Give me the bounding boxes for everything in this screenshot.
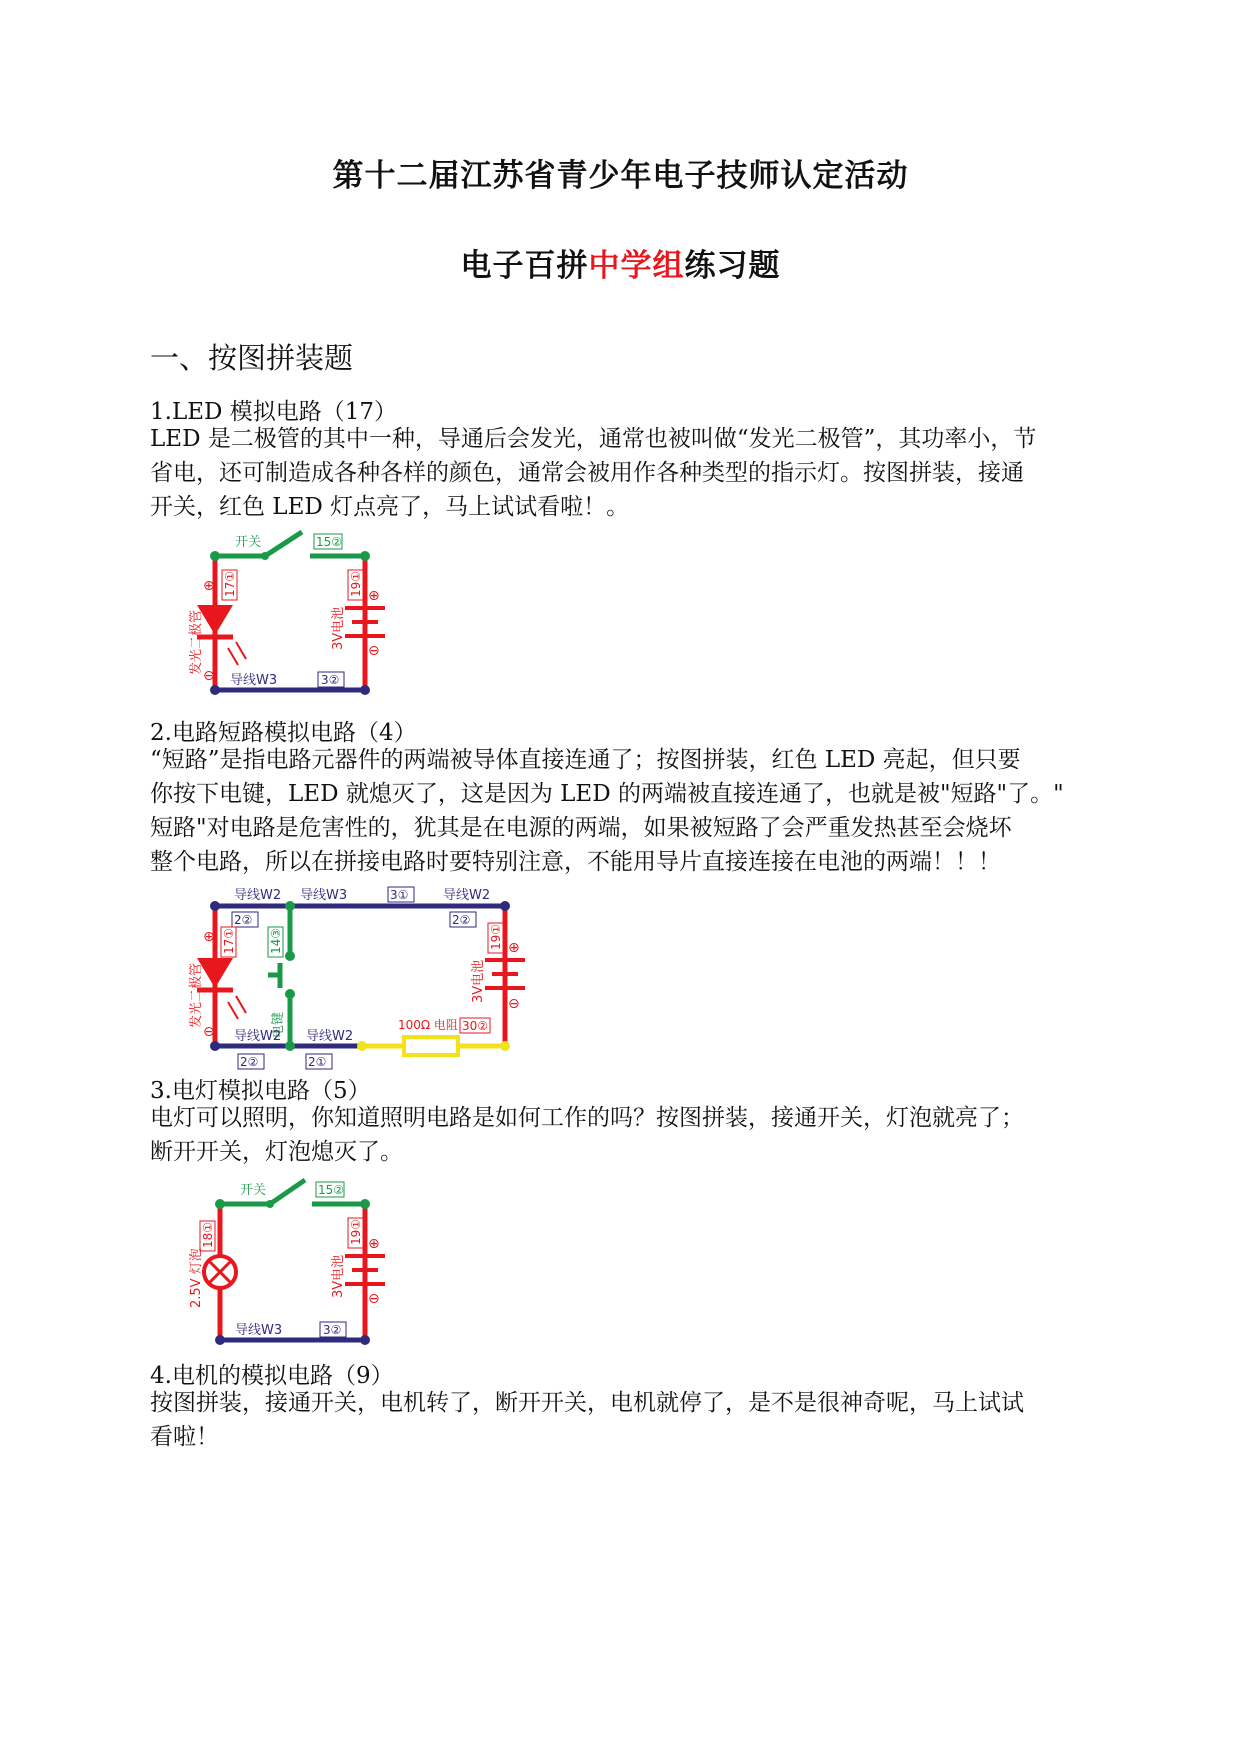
battery-tag: 19① (349, 1218, 363, 1245)
switch-tag: 15② (318, 1183, 345, 1197)
led-tag: 17① (223, 570, 237, 597)
switch-label: 开关 (235, 535, 262, 550)
battery-label: 3V电池 (331, 606, 346, 650)
item-4-text (150, 1386, 1100, 1454)
tag-2-1-bottom: 2① (308, 1055, 327, 1069)
item-2-line-2: 你按下电键，LED 就熄灭了，这是因为 LED 的两端被直接连通了，也就是被"短路"了。" (150, 781, 1064, 807)
switch-lever (265, 532, 302, 556)
led-plus: ⊕ (203, 929, 215, 945)
tag-2-2-left: 2② (234, 913, 253, 927)
circuit-diagram-lamp (0, 1168, 420, 1358)
lamp-label: 2.5V 灯泡 (189, 1248, 204, 1308)
top-tag: 3① (390, 888, 409, 902)
item-3-title: 3.电灯模拟电路（5） (150, 1078, 371, 1104)
wire-top-label: 导线W3 (300, 888, 348, 903)
wire-top-left-label: 导线W2 (234, 888, 282, 903)
battery-minus: ⊖ (368, 643, 380, 659)
item-4-line-1: 按图拼装，接通开关，电机转了，断开开关，电机就停了，是不是很神奇呢，马上试试 (150, 1390, 1024, 1416)
switch-label: 开关 (240, 1183, 267, 1198)
battery-plus: ⊕ (368, 1236, 380, 1252)
circuit-diagram-short (0, 878, 560, 1078)
item-2-line-3: 短路"对电路是危害性的，犹其是在电源的两端，如果被短路了会严重发热甚至会烧坏 (150, 815, 1012, 841)
key-label: 电键 (271, 1011, 286, 1038)
item-4-title: 4.电机的模拟电路（9） (150, 1363, 394, 1389)
battery-tag: 19① (489, 923, 503, 950)
circuit-diagram-led (0, 520, 420, 710)
item-1-line-2: 省电，还可制造成各种各样的颜色，通常会被用作各种类型的指示灯。按图拼装，接通 (150, 460, 1024, 486)
wire-label: 导线W3 (235, 1323, 283, 1338)
doc-title: 第十二届江苏省青少年电子技师认定活动 (332, 158, 909, 194)
subtitle-post: 练习题 (684, 248, 781, 284)
switch-tag: 15② (316, 535, 343, 549)
bottom-tag: 3② (321, 673, 340, 687)
battery-label: 3V电池 (331, 1254, 346, 1298)
battery-tag: 19① (349, 570, 363, 597)
led-minus: ⊖ (203, 668, 215, 684)
tag-2-2-bottom: 2② (240, 1055, 259, 1069)
item-2-line-1: “短路”是指电路元器件的两端被导体直接连通了；按图拼装，红色 LED 亮起，但只要 (150, 747, 1021, 773)
item-3-text (150, 1101, 1100, 1169)
section-heading: 一、按图拼装题 (150, 341, 354, 375)
item-2-line-4: 整个电路，所以在拼接电路时要特别注意，不能用导片直接连接在电池的两端！！！ (150, 849, 1001, 875)
led-label: 发光二极管 (189, 962, 204, 1028)
key-tag: 14③ (269, 927, 283, 954)
item-3-line-2: 断开开关，灯泡熄灭了。 (150, 1139, 403, 1165)
wire-bottom-left-label: 导线W2 (234, 1029, 282, 1044)
wire-bottom-mid-label: 导线W2 (306, 1029, 354, 1044)
battery-plus: ⊕ (508, 940, 520, 956)
battery-plus: ⊕ (368, 588, 380, 604)
wire-top-right-label: 导线W2 (443, 888, 491, 903)
battery-minus: ⊖ (368, 1291, 380, 1307)
item-1-line-1: LED 是二极管的其中一种，导通后会发光，通常也被叫做“发光二极管”，其功率小，节 (150, 426, 1037, 452)
lamp-tag: 18① (201, 1221, 215, 1248)
wire-label: 导线W3 (230, 673, 278, 688)
bottom-tag: 3② (323, 1323, 342, 1337)
led-tag: 17① (222, 927, 236, 954)
subtitle-pre: 电子百拼 (460, 248, 589, 284)
item-2-text (150, 743, 1100, 879)
resistor-tag: 30② (462, 1019, 489, 1033)
item-1-line-3: 开关，红色 LED 灯点亮了，马上试试看啦！。 (150, 494, 630, 520)
item-1-title: 1.LED 模拟电路（17） (150, 399, 398, 425)
item-1-text (150, 422, 1100, 524)
switch-lever (270, 1180, 305, 1204)
subtitle-highlight: 中学组 (588, 248, 685, 284)
tag-2-2-right: 2② (452, 913, 471, 927)
led-plus: ⊕ (203, 578, 215, 594)
battery-label: 3V电池 (471, 959, 486, 1003)
item-2-title: 2.电路短路模拟电路（4） (150, 720, 417, 746)
resistor-symbol (404, 1037, 458, 1055)
led-label: 发光二极管 (189, 609, 204, 675)
doc-subtitle (0, 240, 1241, 285)
item-3-line-1: 电灯可以照明，你知道照明电路是如何工作的吗？按图拼装，接通开关，灯泡就亮了； (150, 1105, 1024, 1131)
led-minus: ⊖ (203, 1024, 215, 1040)
item-4-line-2: 看啦！ (150, 1424, 219, 1450)
resistor-label: 100Ω 电阻 (398, 1018, 458, 1032)
battery-minus: ⊖ (508, 996, 520, 1012)
